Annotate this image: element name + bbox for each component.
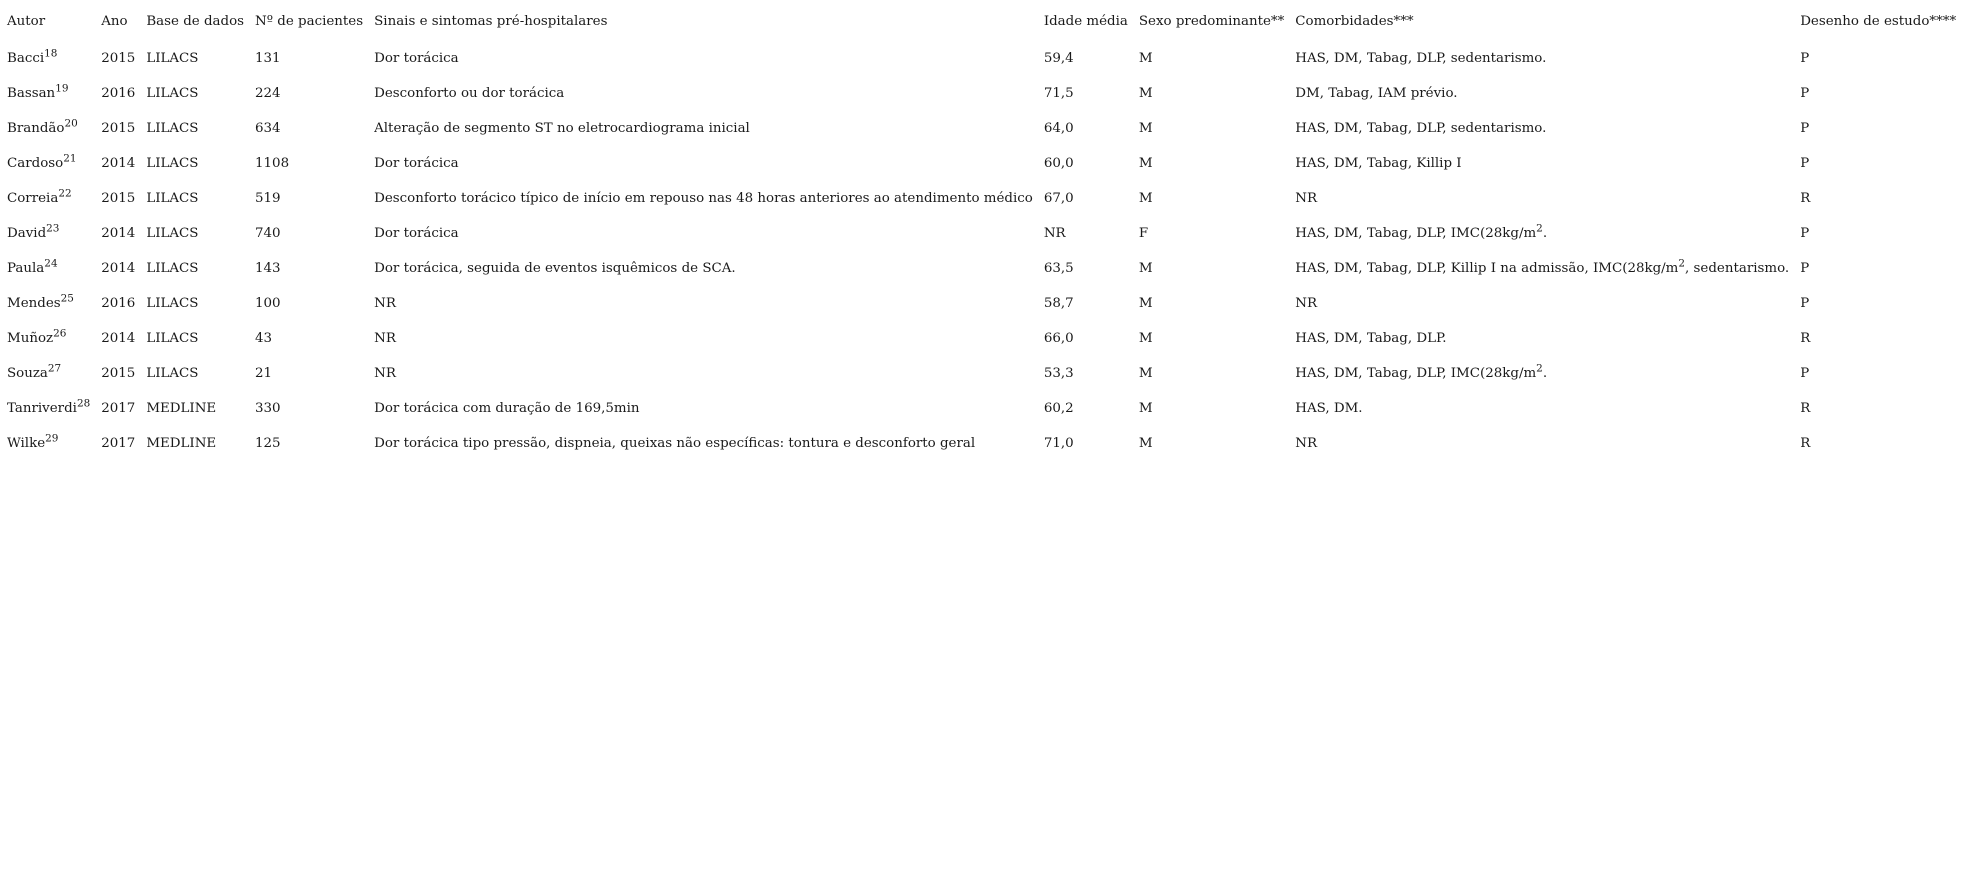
cell-sexo: M: [1138, 120, 1153, 136]
cell-idade: 67,0: [1043, 190, 1074, 206]
cell-autor: [4, 384, 98, 419]
table-row: [4, 34, 1964, 69]
header-pacientes: Nº de pacientes: [255, 13, 364, 29]
author-reference: 18: [44, 46, 58, 59]
cell-sexo: M: [1138, 260, 1153, 276]
cell-ano: 2015: [101, 190, 136, 206]
cell-desenho: P: [1800, 225, 1810, 241]
cell-base: LILACS: [146, 155, 199, 171]
comorbidades-text: HAS, DM.: [1295, 400, 1363, 416]
table-row: [4, 69, 1964, 104]
cell-comorbidades: [1292, 69, 1797, 104]
cell-desenho: P: [1800, 50, 1810, 66]
table-header: [4, 6, 1964, 34]
cell-sinais: NR: [374, 330, 396, 346]
header-row: [4, 6, 1964, 34]
cell-comorbidades: [1292, 34, 1797, 69]
table-row: [4, 314, 1964, 349]
author-name: Paula: [7, 260, 45, 276]
header-sexo: Sexo predominante**: [1138, 13, 1285, 29]
comorbidades-superscript: 2: [1536, 221, 1543, 234]
cell-idade: 64,0: [1043, 120, 1074, 136]
author-name: Cardoso: [7, 155, 64, 171]
comorbidades-text: NR: [1295, 190, 1318, 206]
cell-pacientes: 330: [255, 400, 281, 416]
cell-sinais: Dor torácica: [374, 155, 459, 171]
cell-sexo: M: [1138, 330, 1153, 346]
studies-table: [4, 6, 1964, 454]
cell-autor: [4, 69, 98, 104]
comorbidades-text: HAS, DM, Tabag, DLP, sedentarismo.: [1295, 120, 1547, 136]
cell-idade: 53,3: [1043, 365, 1074, 381]
header-base: Base de dados: [146, 13, 245, 29]
cell-ano: 2016: [101, 85, 136, 101]
cell-base: LILACS: [146, 225, 199, 241]
author-name: David: [7, 225, 47, 241]
cell-base: LILACS: [146, 190, 199, 206]
cell-comorbidades: [1292, 384, 1797, 419]
cell-idade: 59,4: [1043, 50, 1074, 66]
comorbidades-tail: .: [1542, 225, 1548, 241]
comorbidades-text: NR: [1295, 435, 1318, 451]
table-row: [4, 104, 1964, 139]
author-reference: 24: [44, 256, 58, 269]
cell-comorbidades: [1292, 104, 1797, 139]
cell-desenho: R: [1800, 400, 1811, 416]
cell-idade: 71,0: [1043, 435, 1074, 451]
cell-pacientes: 143: [255, 260, 281, 276]
cell-desenho: P: [1800, 260, 1810, 276]
comorbidades-text: HAS, DM, Tabag, DLP, sedentarismo.: [1295, 50, 1547, 66]
cell-sinais: NR: [374, 295, 396, 311]
header-ano: Ano: [101, 13, 128, 29]
cell-desenho: P: [1800, 85, 1810, 101]
cell-desenho: P: [1800, 155, 1810, 171]
cell-desenho: R: [1800, 435, 1811, 451]
cell-base: MEDLINE: [146, 435, 217, 451]
cell-pacientes: 125: [255, 435, 281, 451]
header-autor: Autor: [7, 13, 46, 29]
cell-sinais: Dor torácica: [374, 225, 459, 241]
cell-ano: 2017: [101, 435, 136, 451]
comorbidades-text: HAS, DM, Tabag, DLP, Killip I na admissão, IMC(28kg/m: [1295, 260, 1679, 276]
cell-sexo: M: [1138, 155, 1153, 171]
comorbidades-tail: .: [1542, 365, 1548, 381]
author-reference: 19: [55, 81, 69, 94]
cell-autor: [4, 174, 98, 209]
cell-sinais: Desconforto torácico típico de início em repouso nas 48 horas anteriores ao atendimento médico: [374, 190, 1033, 206]
cell-autor: [4, 314, 98, 349]
comorbidades-superscript: 2: [1678, 256, 1686, 269]
cell-ano: 2016: [101, 295, 136, 311]
cell-sexo: M: [1138, 85, 1153, 101]
cell-autor: [4, 139, 98, 174]
cell-idade: 60,2: [1043, 400, 1074, 416]
cell-sinais: Desconforto ou dor torácica: [374, 85, 565, 101]
cell-pacientes: 740: [255, 225, 281, 241]
table-body: [4, 34, 1964, 454]
cell-sinais: Dor torácica tipo pressão, dispneia, queixas não específicas: tontura e desconforto geral: [374, 435, 976, 451]
cell-ano: 2014: [101, 330, 136, 346]
table-row: [4, 209, 1964, 244]
cell-sinais: Dor torácica com duração de 169,5min: [374, 400, 640, 416]
author-name: Bassan: [7, 85, 56, 101]
table-row: [4, 244, 1964, 279]
cell-base: LILACS: [146, 260, 199, 276]
cell-idade: 58,7: [1043, 295, 1074, 311]
header-comorbidades: Comorbidades***: [1295, 13, 1414, 29]
cell-ano: 2017: [101, 400, 136, 416]
cell-sinais: NR: [374, 365, 396, 381]
cell-pacientes: 1108: [255, 155, 290, 171]
cell-idade: 66,0: [1043, 330, 1074, 346]
cell-comorbidades: [1292, 419, 1797, 454]
cell-autor: [4, 244, 98, 279]
cell-base: LILACS: [146, 50, 199, 66]
comorbidades-text: NR: [1295, 295, 1318, 311]
author-reference: 26: [53, 326, 67, 339]
cell-pacientes: 131: [255, 50, 281, 66]
author-reference: 21: [63, 151, 77, 164]
cell-idade: NR: [1043, 225, 1066, 241]
cell-comorbidades: [1292, 139, 1797, 174]
cell-ano: 2014: [101, 225, 136, 241]
cell-desenho: R: [1800, 330, 1811, 346]
author-name: Muñoz: [7, 330, 54, 346]
cell-autor: [4, 419, 98, 454]
cell-ano: 2015: [101, 365, 136, 381]
author-reference: 23: [46, 221, 60, 234]
comorbidades-superscript: 2: [1536, 361, 1543, 374]
cell-autor: [4, 279, 98, 314]
header-sinais: Sinais e sintomas pré-hospitalares: [374, 13, 608, 29]
table-row: [4, 384, 1964, 419]
comorbidades-text: HAS, DM, Tabag, Killip I: [1295, 155, 1462, 171]
cell-desenho: P: [1800, 365, 1810, 381]
cell-base: LILACS: [146, 295, 199, 311]
cell-comorbidades: [1292, 174, 1797, 209]
cell-idade: 71,5: [1043, 85, 1074, 101]
author-reference: 25: [60, 291, 74, 304]
cell-base: LILACS: [146, 85, 199, 101]
cell-comorbidades: [1292, 349, 1797, 384]
comorbidades-text: HAS, DM, Tabag, DLP, IMC(28kg/m: [1295, 225, 1537, 241]
cell-comorbidades: [1292, 244, 1797, 279]
comorbidades-tail: , sedentarismo.: [1685, 260, 1790, 276]
author-reference: 22: [58, 186, 72, 199]
cell-idade: 63,5: [1043, 260, 1074, 276]
cell-pacientes: 224: [255, 85, 281, 101]
cell-sexo: M: [1138, 295, 1153, 311]
author-name: Brandão: [7, 120, 65, 136]
cell-ano: 2015: [101, 50, 136, 66]
cell-comorbidades: [1292, 209, 1797, 244]
comorbidades-text: HAS, DM, Tabag, DLP.: [1295, 330, 1447, 346]
header-idade: Idade média: [1043, 13, 1128, 29]
author-name: Wilke: [7, 435, 46, 451]
cell-sexo: M: [1138, 435, 1153, 451]
cell-sinais: Dor torácica, seguida de eventos isquêmicos de SCA.: [374, 260, 736, 276]
cell-desenho: P: [1800, 295, 1810, 311]
cell-base: MEDLINE: [146, 400, 217, 416]
comorbidades-text: DM, Tabag, IAM prévio.: [1295, 85, 1458, 101]
cell-ano: 2014: [101, 260, 136, 276]
cell-idade: 60,0: [1043, 155, 1074, 171]
cell-autor: [4, 34, 98, 69]
cell-ano: 2015: [101, 120, 136, 136]
cell-base: LILACS: [146, 120, 199, 136]
cell-desenho: R: [1800, 190, 1811, 206]
author-name: Souza: [7, 365, 48, 381]
table-row: [4, 279, 1964, 314]
comorbidades-text: HAS, DM, Tabag, DLP, IMC(28kg/m: [1295, 365, 1537, 381]
author-name: Mendes: [7, 295, 61, 311]
cell-pacientes: 43: [255, 330, 273, 346]
author-name: Tanriverdi: [7, 400, 77, 416]
cell-pacientes: 100: [255, 295, 281, 311]
cell-sexo: M: [1138, 190, 1153, 206]
cell-base: LILACS: [146, 330, 199, 346]
cell-pacientes: 519: [255, 190, 281, 206]
cell-pacientes: 634: [255, 120, 281, 136]
author-reference: 29: [45, 431, 59, 444]
cell-autor: [4, 209, 98, 244]
cell-pacientes: 21: [255, 365, 273, 381]
cell-comorbidades: [1292, 279, 1797, 314]
author-reference: 28: [76, 396, 91, 409]
cell-sexo: M: [1138, 50, 1153, 66]
table-row: [4, 139, 1964, 174]
author-reference: 20: [64, 116, 78, 129]
cell-sexo: F: [1138, 225, 1149, 241]
author-name: Correia: [7, 190, 59, 206]
header-desenho: Desenho de estudo****: [1800, 13, 1957, 29]
cell-autor: [4, 349, 98, 384]
cell-base: LILACS: [146, 365, 199, 381]
cell-comorbidades: [1292, 314, 1797, 349]
author-reference: 27: [47, 361, 62, 374]
cell-sinais: Alteração de segmento ST no eletrocardiograma inicial: [374, 120, 750, 136]
cell-desenho: P: [1800, 120, 1810, 136]
cell-ano: 2014: [101, 155, 136, 171]
cell-autor: [4, 104, 98, 139]
cell-sexo: M: [1138, 365, 1153, 381]
table-row: [4, 174, 1964, 209]
cell-sexo: M: [1138, 400, 1153, 416]
table-row: [4, 349, 1964, 384]
cell-sinais: Dor torácica: [374, 50, 459, 66]
author-name: Bacci: [7, 50, 45, 66]
table-row: [4, 419, 1964, 454]
